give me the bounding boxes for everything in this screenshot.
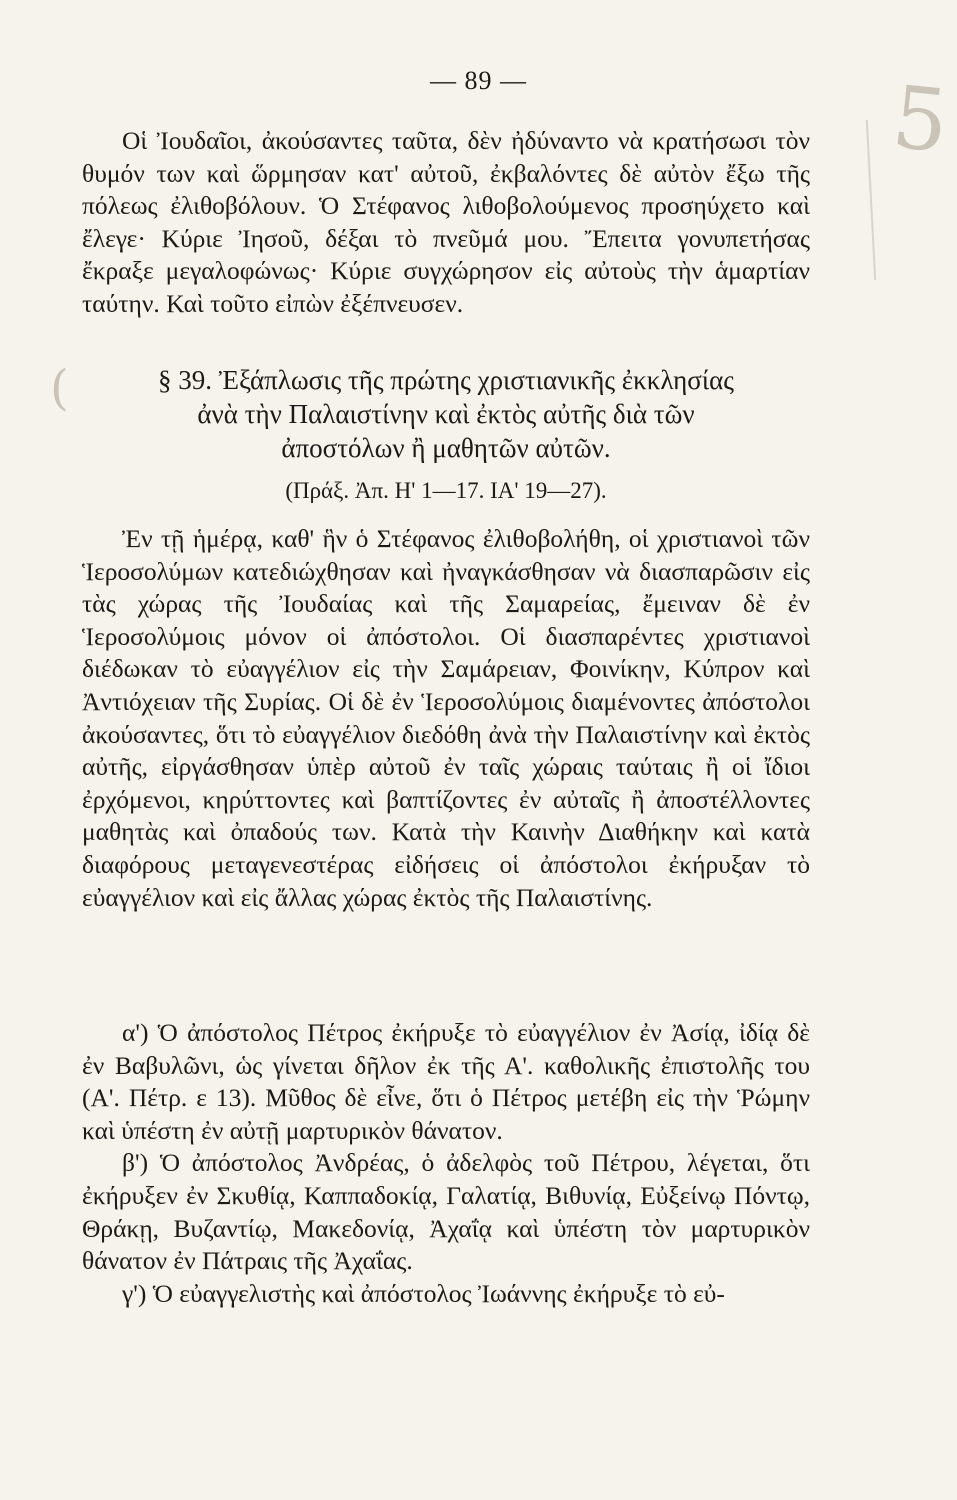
section-heading <box>82 363 810 465</box>
enumerated-items-block <box>82 1017 810 1310</box>
paragraph: Οἱ Ἰουδαῖοι, ἀκούσαντες ταῦτα, δὲν ἠδύναντο νὰ κρατήσωσι τὸν θυμόν των καὶ ὥρμησαν κατ' αὐτοῦ, ἐκβαλόντες δὲ αὐτὸν ἔξω τῆς πόλεως ἐλιθοβόλουν. Ὁ Στέφανος λιθοβολούμενος προσηύχετο καὶ ἔλεγε· Κύριε Ἰησοῦ, δέξαι τὸ πνεῦμά μου. Ἔπειτα γονυπετήσας ἔκραξε μεγαλοφώνως· Κύριε συγχώρησον εἰς αὐτοὺς τὴν ἁμαρτίαν ταύτην. Καὶ τοῦτο εἰπὼν ἐξέπνευσεν. <box>82 126 810 318</box>
section-heading-line-2: ἀνὰ τὴν Παλαιστίνην καὶ ἐκτὸς αὐτῆς διὰ τῶν <box>197 399 695 429</box>
section-heading-line-1: § 39. Ἐξάπλωσις τῆς πρώτης χριστιανικῆς ἐκκλησίας <box>158 365 734 395</box>
section-heading-line-3: ἀποστόλων ἢ μαθητῶν αὐτῶν. <box>281 433 611 463</box>
margin-bracket-mark: ( <box>50 360 69 416</box>
page-number: — 89 — <box>430 66 527 95</box>
section-reference: (Πράξ. Ἀπ. Η' 1—17. ΙΑ' 19—27). <box>285 478 607 503</box>
list-item: β') Ὁ ἀπόστολος Ἀνδρέας, ὁ ἀδελφὸς τοῦ Πέτρου, λέγεται, ὅτι ἐκήρυξεν ἐν Σκυθίᾳ, Καππαδοκίᾳ, Γαλατίᾳ, Βιθυνίᾳ, Εὐξείνῳ Πόντῳ, Θράκῃ, Βυζαντίῳ, Μακεδονίᾳ, Ἀχαΐᾳ καὶ ὑπέστη τὸν μαρτυρικὸν θάνατον ἐν Πάτραις τῆς Ἀχαΐας. <box>82 1148 810 1276</box>
bleed-through-line <box>866 120 876 280</box>
opening-paragraph-block <box>82 125 810 321</box>
margin-pencil-mark: 5 <box>887 67 953 173</box>
list-item: γ') Ὁ εὐαγγελιστὴς καὶ ἀπόστολος Ἰωάννης ἐκήρυξε τὸ εὐ- <box>122 1278 725 1308</box>
list-item: α') Ὁ ἀπόστολος Πέτρος ἐκήρυξε τὸ εὐαγγέλιον ἐν Ἀσίᾳ, ἰδίᾳ δὲ ἐν Βαβυλῶνι, ὡς γίνεται δῆλον ἐκ τῆς Α'. καθολικῆς ἐπιστολῆς του (Α'. Πέτρ. ε 13). Μῦθος δὲ εἶνε, ὅτι ὁ Πέτρος μετέβη εἰς τὴν Ῥώμην καὶ ὑπέστη ἐν αὐτῇ μαρτυρικὸν θάνατον. <box>82 1018 810 1145</box>
paragraph: Ἐν τῇ ἡμέρᾳ, καθ' ἣν ὁ Στέφανος ἐλιθοβολήθη, οἱ χριστιανοὶ τῶν Ἱεροσολύμων κατεδιώχθησαν καὶ ἠναγκάσθησαν νὰ διασπαρῶσιν εἰς τὰς χώρας τῆς Ἰουδαίας καὶ τῆς Σαμαρείας, ἔμειναν δὲ ἐν Ἱεροσολύμοις μόνον οἱ ἀπόστολοι. Οἱ διασπαρέντες χριστιανοὶ διέδωκαν τὸ εὐαγγέλιον εἰς τὴν Σαμάρειαν, Φοινίκην, Κύπρον καὶ Ἀντιόχειαν τῆς Συρίας. Οἱ δὲ ἐν Ἱεροσολύμοις διαμένοντες ἀπόστολοι ἀκούσαντες, ὅτι τὸ εὐαγγέλιον διεδόθη ἀνὰ τὴν Παλαιστίνην καὶ ἐκτὸς αὐτῆς, εἰργάσθησαν ὑπὲρ αὐτοῦ ἐν ταῖς χώραις ταύταις ἢ οἱ ἴδιοι ἐρχόμενοι, κηρύττοντες καὶ βαπτίζοντες ἐν αὐταῖς ἢ ἀποστέλλοντες μαθητὰς καὶ ὀπαδούς των. Κατὰ τὴν Καινὴν Διαθήκην καὶ κατὰ διαφόρους μεταγενεστέρας εἰδήσεις οἱ ἀπόστολοι ἐκήρυξαν τὸ εὐαγγέλιον καὶ εἰς ἄλλας χώρας ἐκτὸς τῆς Παλαιστίνης. <box>82 524 810 912</box>
main-paragraph-block <box>82 523 810 914</box>
